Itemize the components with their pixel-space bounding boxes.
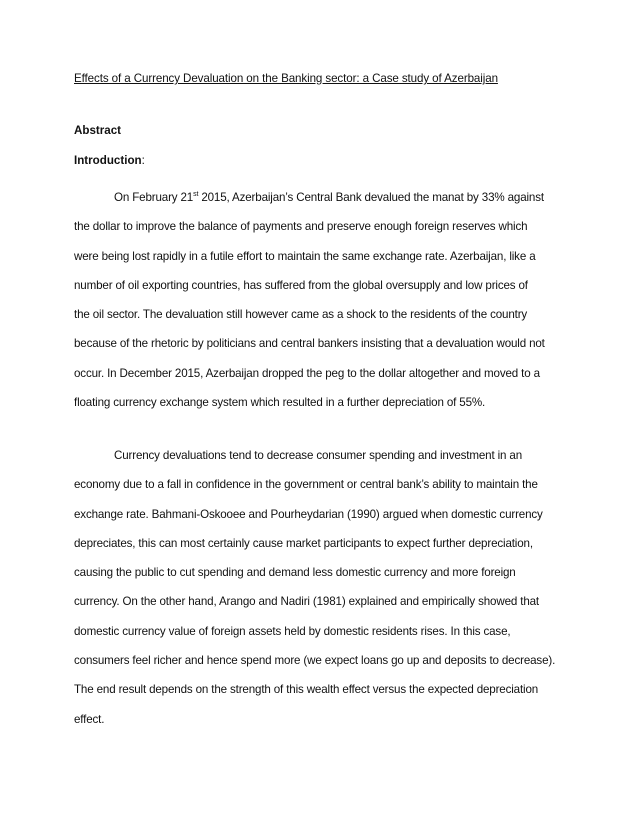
paragraph-1-line-1-end: 2015, Azerbaijan’s Central Bank devalued the manat by 33% against <box>198 191 544 204</box>
paragraph-2-line: domestic currency value of foreign assets held by domestic residents rises. In this case, <box>74 624 511 638</box>
paragraph-2-line: currency. On the other hand, Arango and Nadiri (1981) explained and empirically showed that <box>74 595 539 609</box>
paragraph-1 <box>74 189 570 423</box>
paragraph-2-line: Currency devaluations tend to decrease consumer spending and investment in an <box>114 449 523 462</box>
paragraph-2 <box>74 447 570 740</box>
paragraph-2-line: causing the public to cut spending and demand less domestic currency and more foreign <box>74 566 516 580</box>
paragraph-1-line-1 <box>74 189 570 218</box>
introduction-heading-text: Introduction <box>74 154 142 167</box>
paragraph-2-line: depreciates, this can most certainly cause market participants to expect further depreciation, <box>74 536 533 550</box>
paragraph-2-line: consumers feel richer and hence spend more (we expect loans go up and deposits to decrease). <box>74 654 556 668</box>
paragraph-1-line: occur. In December 2015, Azerbaijan dropped the peg to the dollar altogether and moved to a <box>74 366 540 380</box>
paragraph-1-line: the dollar to improve the balance of payments and preserve enough foreign reserves which <box>74 220 528 234</box>
paragraph-2-line: economy due to a fall in confidence in the government or central bank’s ability to maintain the <box>74 478 538 492</box>
paragraph-1-line: floating currency exchange system which resulted in a further depreciation of 55%. <box>74 396 486 410</box>
paragraph-2-line: The end result depends on the strength of this wealth effect versus the expected depreciation <box>74 683 539 697</box>
paragraph-2-line: effect. <box>74 712 105 726</box>
ordinal-superscript: st <box>193 191 199 198</box>
paragraph-2-line: exchange rate. Bahmani-Oskooee and Pourheydarian (1990) argued when domestic currency <box>74 507 543 521</box>
introduction-heading-colon: : <box>141 154 145 167</box>
paragraph-1-line: because of the rhetoric by politicians and central bankers insisting that a devaluation would not <box>74 337 545 351</box>
paragraph-1-line: were being lost rapidly in a futile effort to maintain the same exchange rate. Azerbaijan, like a <box>74 249 536 263</box>
document-title: Effects of a Currency Devaluation on the Banking sector: a Case study of Azerbaijan <box>74 72 498 85</box>
introduction-heading <box>74 154 145 167</box>
paragraph-1-line: number of oil exporting countries, has suffered from the global oversupply and low prices of <box>74 278 528 292</box>
paragraph-1-line: the oil sector. The devaluation still however came as a shock to the residents of the country <box>74 308 528 322</box>
abstract-heading: Abstract <box>74 124 122 137</box>
paragraph-1-line-1-start: On February 21 <box>114 191 194 204</box>
